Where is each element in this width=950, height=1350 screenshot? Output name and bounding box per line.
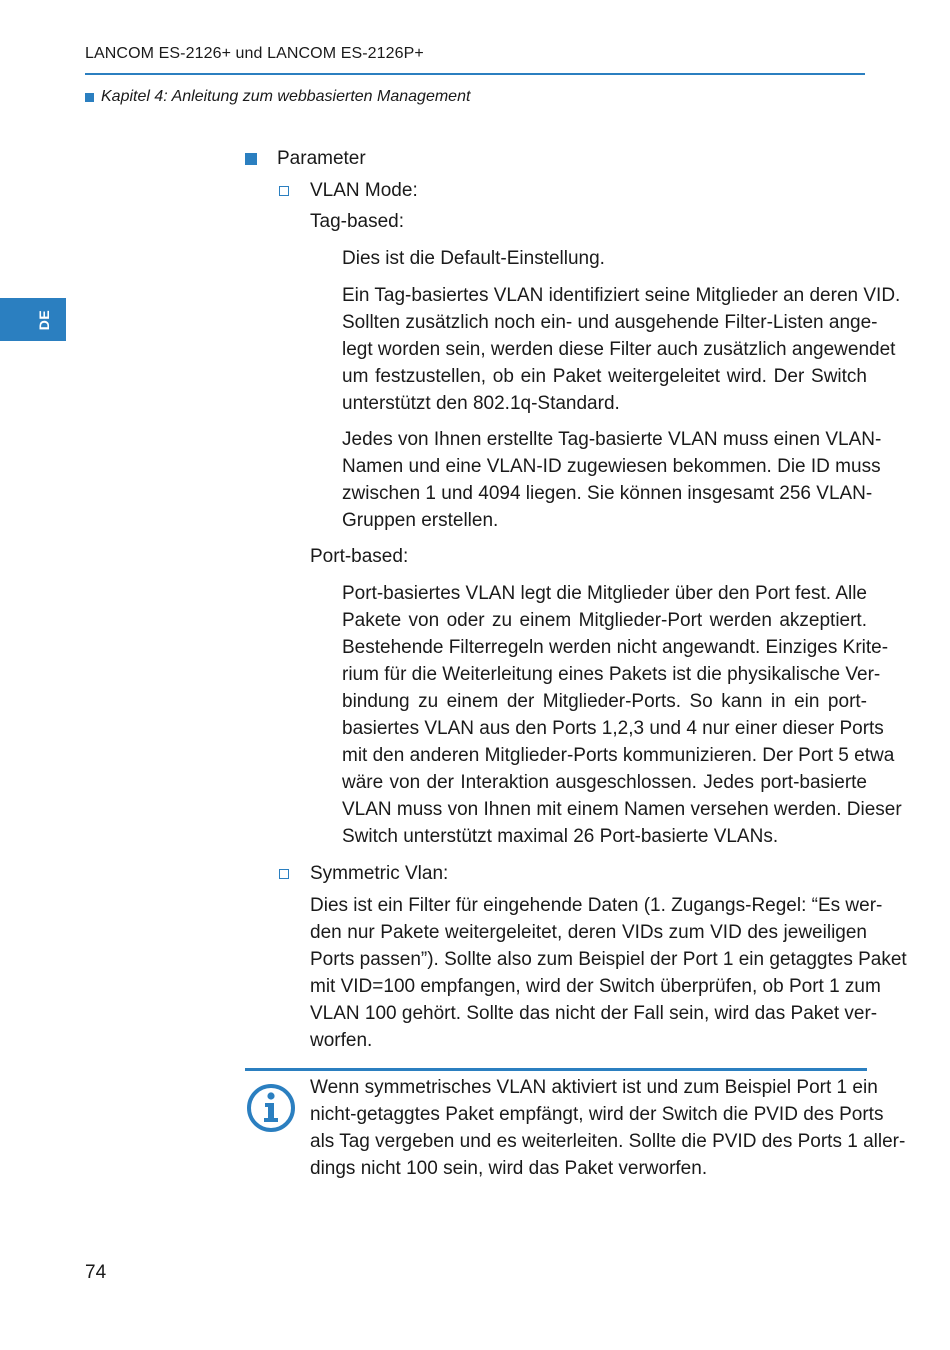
- tag-based-paragraph-1: [342, 245, 867, 272]
- page-number: 74: [85, 1262, 107, 1283]
- text-line: legt worden sein, werden diese Filter auch zusätzlich angewendet: [342, 339, 896, 360]
- symmetric-vlan-label: Symmetric Vlan:: [310, 863, 449, 884]
- text-line: Gruppen erstellen.: [342, 510, 499, 531]
- text-line: um festzustellen, ob ein Paket weitergeleitet wird. Der Switch: [342, 366, 867, 387]
- text-line: Dies ist die Default-Einstellung.: [342, 248, 605, 269]
- square-bullet-icon: [85, 93, 94, 102]
- text-line: basiertes VLAN aus den Ports 1,2,3 und 4 nur einer dieser Ports: [342, 718, 884, 739]
- text-line: bindung zu einem der Mitglieder-Ports. So kann in ein port-: [342, 691, 867, 712]
- text-line: Ein Tag-basiertes VLAN identifiziert seine Mitglieder an deren VID.: [342, 285, 901, 306]
- tag-based-paragraph-3: [342, 426, 882, 534]
- vlan-mode-label: VLAN Mode:: [310, 180, 418, 201]
- text-line: Dies ist ein Filter für eingehende Daten (1. Zugangs-Regel: “Es wer-: [310, 895, 883, 916]
- chapter-heading: [85, 88, 470, 106]
- language-side-tab-label: DE: [36, 309, 52, 331]
- text-line: Port-basiertes VLAN legt die Mitglieder über den Port fest. Alle: [342, 583, 867, 604]
- text-line: Namen und eine VLAN-ID zugewiesen bekommen. Die ID muss: [342, 456, 881, 477]
- text-line: unterstützt den 802.1q-Standard.: [342, 393, 620, 414]
- header-rule: [85, 73, 865, 75]
- text-line: Bestehende Filterregeln werden nicht angewandt. Einziges Krite-: [342, 637, 889, 658]
- port-based-label: Port-based:: [310, 546, 409, 567]
- language-side-tab: [0, 298, 66, 341]
- text-line: als Tag vergeben und es weiterleiten. Sollte die PVID des Ports 1 aller-: [310, 1131, 906, 1152]
- text-line: Jedes von Ihnen erstellte Tag-basierte VLAN muss einen VLAN-: [342, 429, 882, 450]
- info-box-text: [310, 1074, 906, 1182]
- text-line: wäre von der Interaktion ausgeschlossen. Jedes port-basierte: [342, 772, 867, 793]
- text-line: VLAN muss von Ihnen mit einem Namen versehen werden. Dieser: [342, 799, 902, 820]
- info-box-rule: [245, 1068, 867, 1071]
- text-line: Wenn symmetrisches VLAN aktiviert ist und zum Beispiel Port 1 ein: [310, 1077, 878, 1098]
- square-bullet-icon: [245, 153, 257, 165]
- text-line: den nur Pakete weitergeleitet, deren VIDs zum VID des jeweiligen: [310, 922, 867, 943]
- hollow-square-bullet-icon: [279, 186, 289, 196]
- text-line: mit VID=100 empfangen, wird der Switch überprüfen, ob Port 1 zum: [310, 976, 881, 997]
- text-line: Ports passen”). Sollte also zum Beispiel der Port 1 ein getaggtes Paket: [310, 949, 907, 970]
- parameter-heading: [245, 145, 366, 172]
- text-line: dings nicht 100 sein, wird das Paket verworfen.: [310, 1158, 708, 1179]
- symmetric-vlan-paragraph: [310, 892, 907, 1054]
- text-line: Pakete von oder zu einem Mitglieder-Port werden akzeptiert.: [342, 610, 867, 631]
- info-icon: [246, 1083, 296, 1133]
- text-line: mit den anderen Mitglieder-Ports kommunizieren. Der Port 5 etwa: [342, 745, 895, 766]
- tag-based-label: Tag-based:: [310, 211, 405, 232]
- port-based-paragraph: [342, 580, 902, 850]
- text-line: zwischen 1 und 4094 liegen. Sie können insgesamt 256 VLAN-: [342, 483, 873, 504]
- chapter-title: Kapitel 4: Anleitung zum webbasierten Management: [101, 88, 471, 105]
- text-line: Sollten zusätzlich noch ein- und ausgehende Filter-Listen ange-: [342, 312, 878, 333]
- tag-based-paragraph-2: [342, 282, 901, 417]
- text-line: Switch unterstützt maximal 26 Port-basierte VLANs.: [342, 826, 779, 847]
- hollow-square-bullet-icon: [279, 869, 289, 879]
- text-line: worfen.: [310, 1030, 373, 1051]
- text-line: nicht-getaggtes Paket empfängt, wird der Switch die PVID des Ports: [310, 1104, 884, 1125]
- text-line: rium für die Weiterleitung eines Pakets ist die physikalische Ver-: [342, 664, 881, 685]
- page-header-title: LANCOM ES-2126+ und LANCOM ES-2126P+: [85, 45, 424, 62]
- text-line: VLAN 100 gehört. Sollte das nicht der Fall sein, wird das Paket ver-: [310, 1003, 878, 1024]
- parameter-heading-text: Parameter: [277, 148, 366, 169]
